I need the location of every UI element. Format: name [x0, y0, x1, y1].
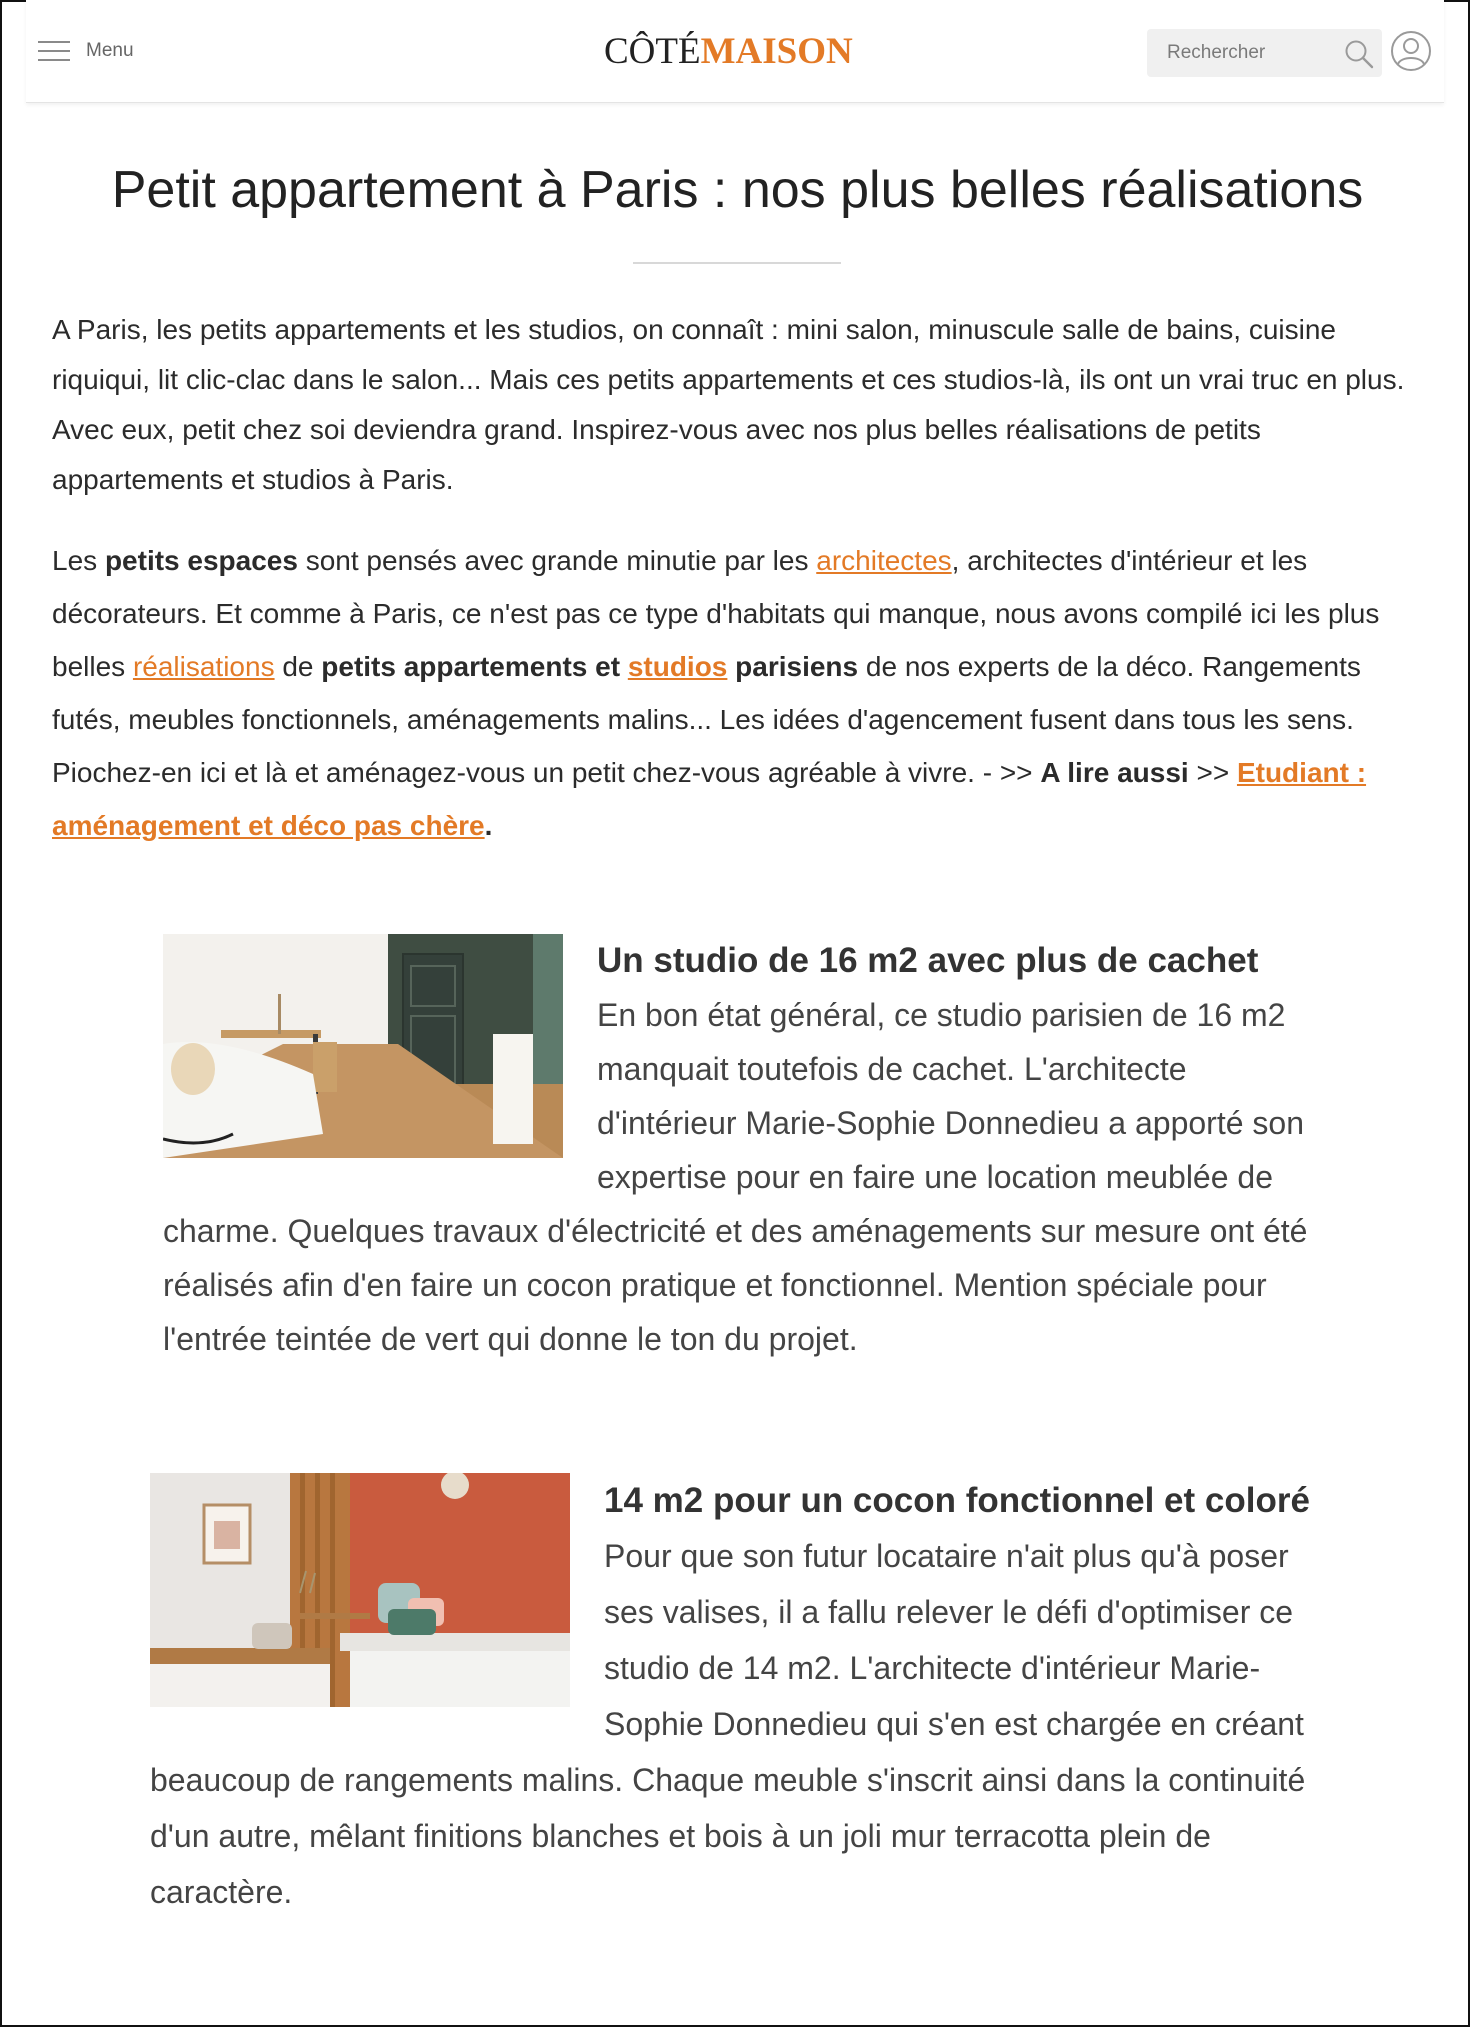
p2-text: de nos experts de la déco. Rangements futés, meubles fonctionnels, aménagements malins... Les idées d'agencement fusent dans tous les sens. Piochez-en ici et là et aménagez-vous un petit chez-vous agréable à vivre. - >>	[52, 651, 1361, 788]
p2-bold-parisiens: parisiens	[727, 651, 859, 682]
article-text: Pour que son futur locataire n'ait plus qu'à poser ses valises, il a fallu relever le défi d'optimiser ce studio de 14 m2. L'architecte d'intérieur Marie-Sophie Donnedieu qui s'en est chargée en créant beaucoup de rangements malins. Chaque meuble s'inscrit ainsi dans la continuité d'un autre, mêlant finitions blanches et bois à un joli mur terracotta plein de caractère.	[150, 1538, 1306, 1910]
logo-text-cote[interactable]: CÔTÉ	[604, 31, 701, 72]
site-header	[26, 0, 1444, 103]
p2-bold-a-lire-aussi: A lire aussi	[1040, 757, 1189, 788]
p2-text: Les	[52, 545, 105, 576]
intro-paragraph: A Paris, les petits appartements et les studios, on connaît : mini salon, minuscule salle de bains, cuisine riquiqui, lit clic-clac dans le salon... Mais ces petits appartements et ces studios-là, ils ont un vrai truc en plus. Avec eux, petit chez soi deviendra grand. Inspirez-vous avec nos plus belles réalisations de petits appartements et studios à Paris.	[52, 314, 1405, 495]
search-box[interactable]	[1147, 29, 1382, 77]
p2-text: .	[484, 810, 493, 841]
intro-paragraph-2	[52, 534, 1427, 852]
link-studios[interactable]: studios	[627, 651, 728, 682]
studio-photo-illustration	[163, 934, 563, 1158]
site-logo[interactable]	[604, 30, 853, 73]
hamburger-menu-icon[interactable]	[38, 39, 70, 63]
article-card	[150, 1473, 1310, 1920]
p2-text: sont pensés avec grande minutie par les	[297, 545, 817, 576]
cocon-photo-illustration	[150, 1473, 570, 1707]
user-account-icon[interactable]	[1390, 30, 1432, 72]
menu-button[interactable]	[38, 37, 134, 65]
search-icon[interactable]	[1343, 38, 1375, 70]
p2-bold-petits-espaces: petits espaces	[104, 545, 298, 576]
title-divider	[633, 262, 841, 264]
search-input[interactable]: Rechercher	[1167, 42, 1266, 63]
p2-text: de	[274, 651, 322, 682]
article-text: En bon état général, ce studio parisien de 16 m2 manquait toutefois de cachet. L'architecte d'intérieur Marie-Sophie Donnedieu a apporté son expertise pour en faire une location meublée de charme. Quelques travaux d'électricité et des aménagements sur mesure ont été réalisés afin d'en faire un cocon pratique et fonctionnel. Mention spéciale pour l'entrée teintée de vert qui donne le ton du projet.	[163, 997, 1308, 1357]
menu-label[interactable]: Menu	[86, 40, 134, 61]
article-card	[163, 934, 1313, 1366]
article-title[interactable]: 14 m2 pour un cocon fonctionnel et coloré	[604, 1481, 1310, 1520]
link-etudiant-amenagement[interactable]: Etudiant : aménagement et déco pas chère	[52, 757, 1367, 841]
article-image-studio-16m2[interactable]	[163, 934, 563, 1158]
p2-text: , architectes d'intérieur et les décorateurs. Et comme à Paris, ce n'est pas ce type d'habitats qui manque, nous avons compilé ici les plus belles	[52, 545, 1380, 682]
link-realisations[interactable]: réalisations	[132, 651, 275, 682]
page-title: Petit appartement à Paris : nos plus belles réalisations	[111, 161, 1364, 219]
link-architectes[interactable]: architectes	[816, 545, 952, 576]
article-image-cocon-14m2[interactable]	[150, 1473, 570, 1707]
p2-text: >>	[1188, 757, 1237, 788]
article-title[interactable]: Un studio de 16 m2 avec plus de cachet	[597, 941, 1259, 980]
p2-bold-petits-appartements: petits appartements et	[321, 651, 628, 682]
logo-text-maison[interactable]: MAISON	[700, 31, 853, 72]
